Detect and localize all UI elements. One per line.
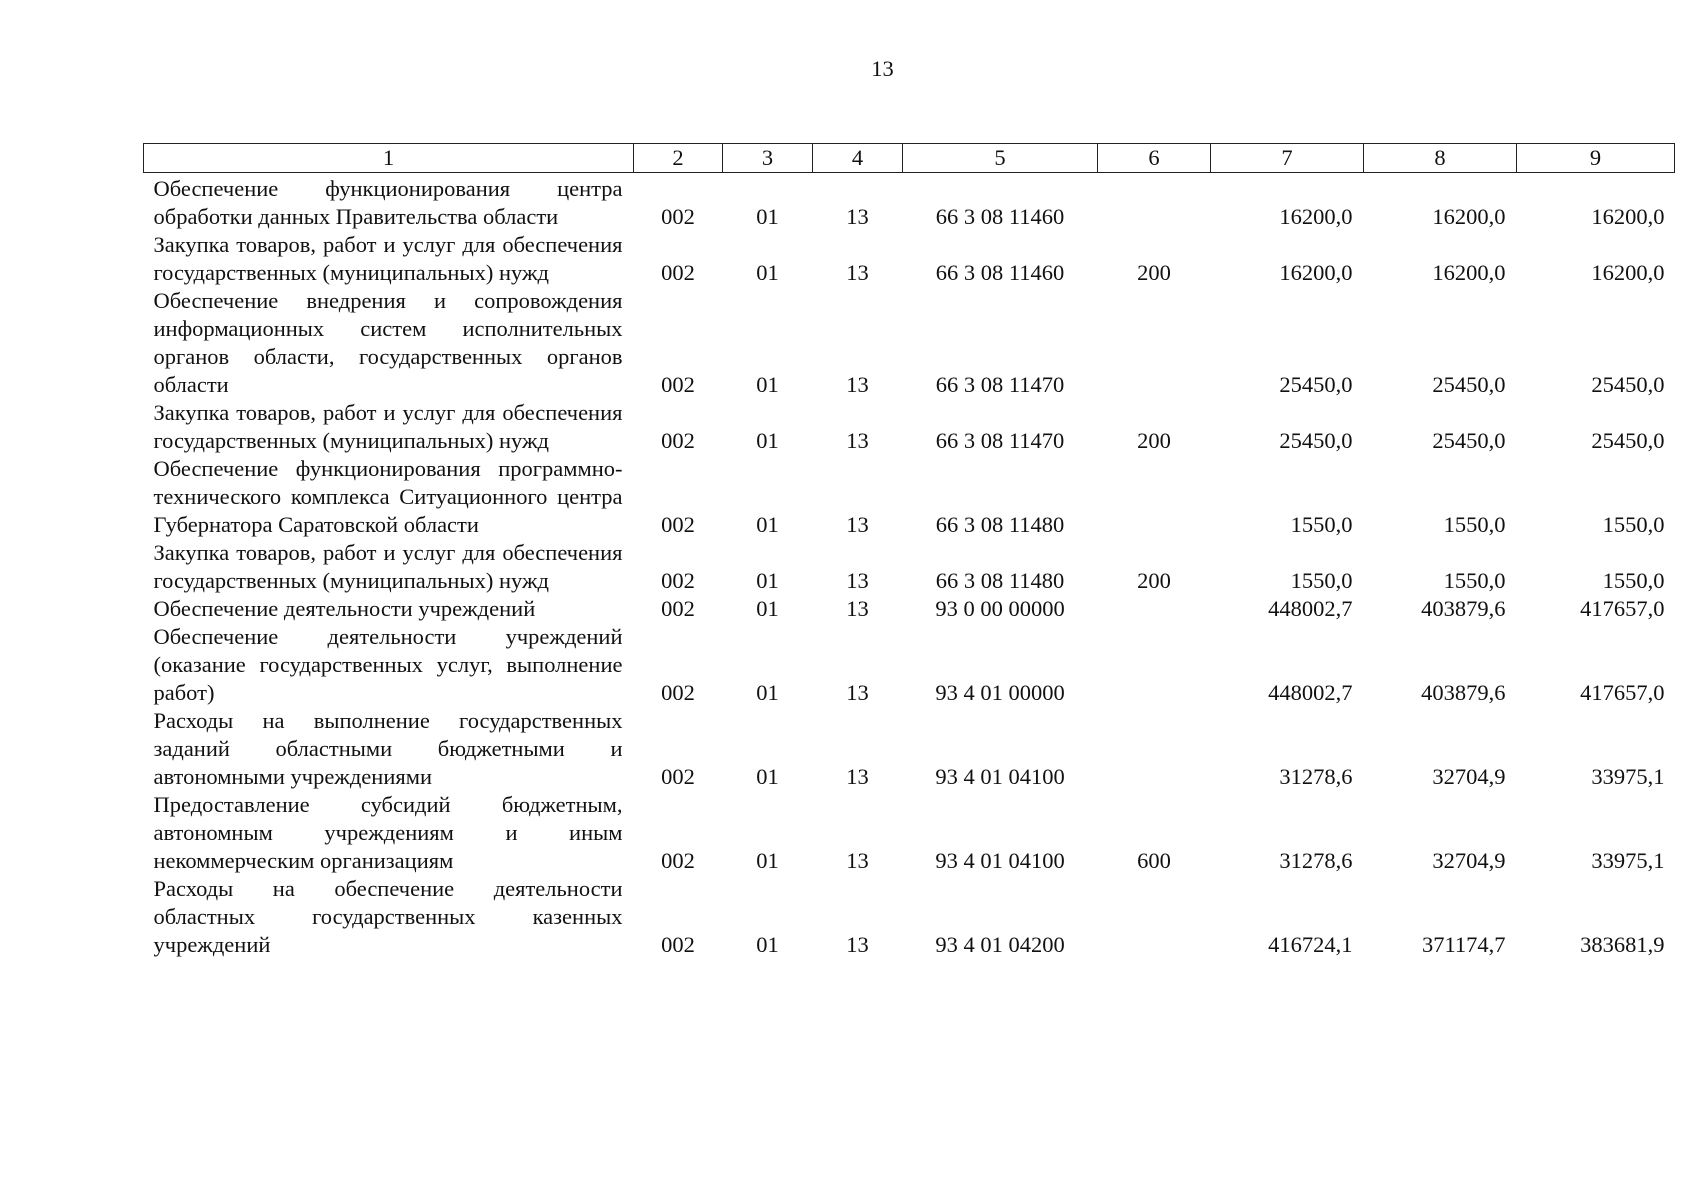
item-name: Обеспечение деятельности учреждений [153,596,536,621]
subsection-code: 13 [846,204,869,229]
subsection-code: 13 [846,680,869,705]
expense-type-code: 200 [1137,428,1171,453]
expense-type-code: 200 [1137,568,1171,593]
expense-type-code [1098,173,1211,232]
table-row [144,231,1675,287]
column-header-1: 1 [144,144,634,173]
target-article-code: 66 3 08 11460 [935,260,1065,285]
target-article-code: 93 0 00 00000 [935,596,1065,621]
table-row [144,173,1675,232]
budget-table [143,143,1675,959]
amount-col-9: 16200,0 [1591,260,1665,285]
item-name: Закупка товаров, работ и услуг для обеспечения государственных (муниципальных) нужд [153,400,623,453]
target-article-code: 93 4 01 00000 [935,680,1065,705]
table-row [144,287,1675,399]
page-number: 13 [871,56,894,81]
amount-col-7: 448002,7 [1268,680,1353,705]
expense-type-code [1098,455,1211,539]
amount-col-7: 416724,1 [1268,932,1353,957]
amount-col-9: 16200,0 [1591,204,1665,229]
target-article-code: 66 3 08 11480 [935,568,1065,593]
ministry-code: 002 [661,428,695,453]
amount-col-7: 31278,6 [1279,764,1353,789]
column-header-9: 9 [1517,144,1675,173]
section-code: 01 [756,596,779,621]
section-code: 01 [756,764,779,789]
table-row [144,623,1675,707]
target-article-code: 93 4 01 04100 [935,764,1065,789]
section-code: 01 [756,204,779,229]
subsection-code: 13 [846,848,869,873]
amount-col-9: 25450,0 [1591,372,1665,397]
amount-col-9: 1550,0 [1602,568,1665,593]
table-row [144,707,1675,791]
expense-type-code [1098,707,1211,791]
amount-col-8: 25450,0 [1432,428,1506,453]
amount-col-8: 25450,0 [1432,372,1506,397]
amount-col-9: 33975,1 [1591,848,1665,873]
amount-col-7: 25450,0 [1279,372,1353,397]
subsection-code: 13 [846,260,869,285]
item-name: Расходы на выполнение государственных заданий областными бюджетными и автономными учреждениями [153,708,623,789]
amount-col-9: 33975,1 [1591,764,1665,789]
amount-col-8: 1550,0 [1443,512,1506,537]
item-name: Обеспечение функционирования центра обработки данных Правительства области [153,176,623,229]
target-article-code: 66 3 08 11460 [935,204,1065,229]
amount-col-9: 417657,0 [1580,680,1665,705]
table-row [144,791,1675,875]
subsection-code: 13 [846,764,869,789]
target-article-code: 93 4 01 04200 [935,932,1065,957]
table-row [144,455,1675,539]
table-row [144,399,1675,455]
section-code: 01 [756,428,779,453]
ministry-code: 002 [661,596,695,621]
item-name: Предоставление субсидий бюджетным, автономным учреждениям и иным некоммерческим организациям [153,792,623,873]
ministry-code: 002 [661,512,695,537]
column-header-6: 6 [1098,144,1211,173]
expense-type-code [1098,623,1211,707]
amount-col-9: 25450,0 [1591,428,1665,453]
column-header-2: 2 [634,144,723,173]
subsection-code: 13 [846,568,869,593]
amount-col-7: 448002,7 [1268,596,1353,621]
ministry-code: 002 [661,568,695,593]
ministry-code: 002 [661,848,695,873]
expense-type-code [1098,287,1211,399]
expense-type-code [1098,875,1211,959]
amount-col-8: 403879,6 [1421,596,1506,621]
ministry-code: 002 [661,932,695,957]
column-number-header [144,144,1675,173]
amount-col-9: 1550,0 [1602,512,1665,537]
column-header-3: 3 [723,144,813,173]
amount-col-9: 383681,9 [1580,932,1665,957]
item-name: Закупка товаров, работ и услуг для обеспечения государственных (муниципальных) нужд [153,232,623,285]
ministry-code: 002 [661,372,695,397]
item-name: Обеспечение функционирования программно-технического комплекса Ситуационного центра Губернатора Саратовской области [153,456,623,537]
item-name: Обеспечение внедрения и сопровождения информационных систем исполнительных органов области, государственных органов области [153,288,623,397]
column-header-5: 5 [903,144,1098,173]
item-name: Расходы на обеспечение деятельности областных государственных казенных учреждений [153,876,623,957]
table-row [144,595,1675,623]
target-article-code: 66 3 08 11470 [935,372,1065,397]
table-row [144,875,1675,959]
ministry-code: 002 [661,204,695,229]
ministry-code: 002 [661,680,695,705]
table-row [144,539,1675,595]
expense-type-code: 600 [1137,848,1171,873]
target-article-code: 93 4 01 04100 [935,848,1065,873]
expense-type-code [1098,595,1211,623]
section-code: 01 [756,260,779,285]
section-code: 01 [756,848,779,873]
amount-col-8: 16200,0 [1432,260,1506,285]
section-code: 01 [756,568,779,593]
column-header-8: 8 [1364,144,1517,173]
section-code: 01 [756,512,779,537]
amount-col-7: 1550,0 [1290,568,1353,593]
amount-col-7: 1550,0 [1290,512,1353,537]
section-code: 01 [756,372,779,397]
section-code: 01 [756,680,779,705]
column-header-7: 7 [1211,144,1364,173]
amount-col-8: 1550,0 [1443,568,1506,593]
subsection-code: 13 [846,372,869,397]
amount-col-8: 16200,0 [1432,204,1506,229]
column-header-4: 4 [813,144,903,173]
amount-col-7: 16200,0 [1279,204,1353,229]
amount-col-9: 417657,0 [1580,596,1665,621]
ministry-code: 002 [661,764,695,789]
item-name: Обеспечение деятельности учреждений (оказание государственных услуг, выполнение работ) [153,624,623,705]
amount-col-8: 32704,9 [1432,848,1506,873]
amount-col-8: 371174,7 [1421,932,1506,957]
amount-col-8: 403879,6 [1421,680,1506,705]
expense-type-code: 200 [1137,260,1171,285]
subsection-code: 13 [846,932,869,957]
target-article-code: 66 3 08 11470 [935,428,1065,453]
section-code: 01 [756,932,779,957]
subsection-code: 13 [846,512,869,537]
subsection-code: 13 [846,596,869,621]
amount-col-7: 31278,6 [1279,848,1353,873]
amount-col-7: 16200,0 [1279,260,1353,285]
item-name: Закупка товаров, работ и услуг для обеспечения государственных (муниципальных) нужд [153,540,623,593]
target-article-code: 66 3 08 11480 [935,512,1065,537]
ministry-code: 002 [661,260,695,285]
subsection-code: 13 [846,428,869,453]
amount-col-8: 32704,9 [1432,764,1506,789]
amount-col-7: 25450,0 [1279,428,1353,453]
